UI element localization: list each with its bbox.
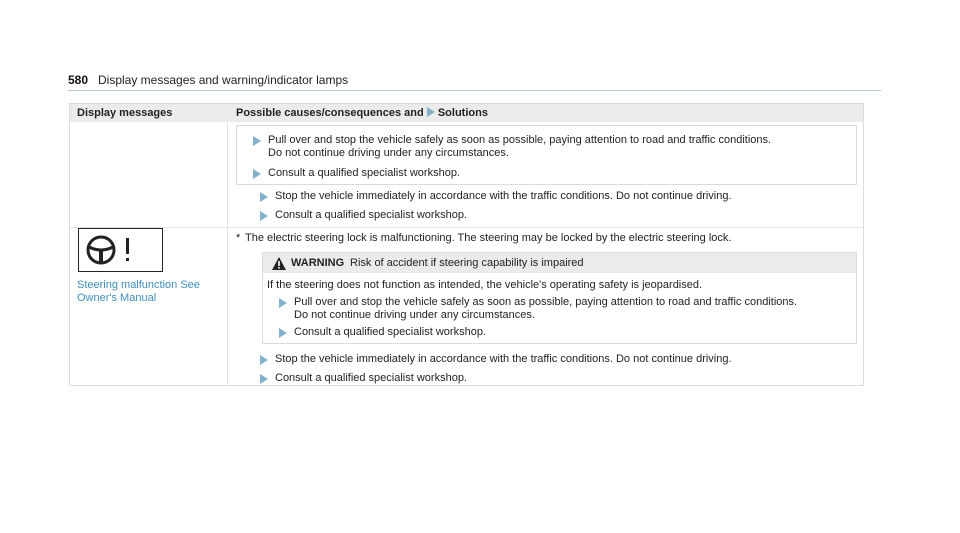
display-messages-table xyxy=(69,103,864,386)
column-divider xyxy=(227,122,228,385)
solution-box xyxy=(236,125,857,185)
column-header-causes-solutions: Possible causes/consequences and Solutions xyxy=(236,107,488,119)
warning-step-text: Pull over and stop the vehicle safely as soon as possible, paying attention to road and traffic conditions. xyxy=(294,296,798,308)
steering-wheel-exclamation-icon xyxy=(78,228,163,272)
solution-step-text: Consult a qualified specialist workshop. xyxy=(275,372,467,384)
table-header xyxy=(70,104,863,122)
warning-step-text: Do not continue driving under any circumstances. xyxy=(294,309,535,321)
solution-step-text: Stop the vehicle immediately in accordance with the traffic conditions. Do not continue driving. xyxy=(275,190,732,202)
play-arrow-icon xyxy=(427,107,435,117)
play-arrow-icon xyxy=(279,298,287,308)
solution-step-text: Pull over and stop the vehicle safely as soon as possible, paying attention to road and traffic conditions. xyxy=(268,134,772,146)
display-message-text: Owner's Manual xyxy=(77,292,157,304)
play-arrow-icon xyxy=(260,211,268,221)
solution-step-text: Consult a qualified specialist workshop. xyxy=(275,209,467,221)
warning-body: If the steering does not function as intended, the vehicle's operating safety is jeopardised. xyxy=(267,279,703,291)
warning-box xyxy=(262,252,857,344)
play-arrow-icon xyxy=(279,328,287,338)
solution-step-text: Do not continue driving under any circumstances. xyxy=(268,147,509,159)
warning-triangle-icon xyxy=(272,257,286,270)
display-message-text: Steering malfunction See xyxy=(77,279,200,291)
page-number: 580 xyxy=(68,73,89,87)
solution-step-text: Consult a qualified specialist workshop. xyxy=(268,167,460,179)
row-divider xyxy=(70,227,863,228)
warning-title: Risk of accident if steering capability is impaired xyxy=(350,257,584,269)
play-arrow-icon xyxy=(260,355,268,365)
play-arrow-icon xyxy=(253,169,261,179)
footnote-marker: * xyxy=(236,232,241,244)
page-header xyxy=(68,72,881,91)
play-arrow-icon xyxy=(253,136,261,146)
solution-step-text: Stop the vehicle immediately in accordance with the traffic conditions. Do not continue driving. xyxy=(275,353,732,365)
play-arrow-icon xyxy=(260,192,268,202)
warning-header xyxy=(263,253,856,273)
page-title: Display messages and warning/indicator lamps xyxy=(98,73,349,87)
cause-text: The electric steering lock is malfunctioning. The steering may be locked by the electric steering lock. xyxy=(245,232,732,244)
column-header-display-messages: Display messages xyxy=(77,107,173,119)
warning-step-text: Consult a qualified specialist workshop. xyxy=(294,326,486,338)
play-arrow-icon xyxy=(260,374,268,384)
warning-label: WARNING xyxy=(291,257,345,269)
